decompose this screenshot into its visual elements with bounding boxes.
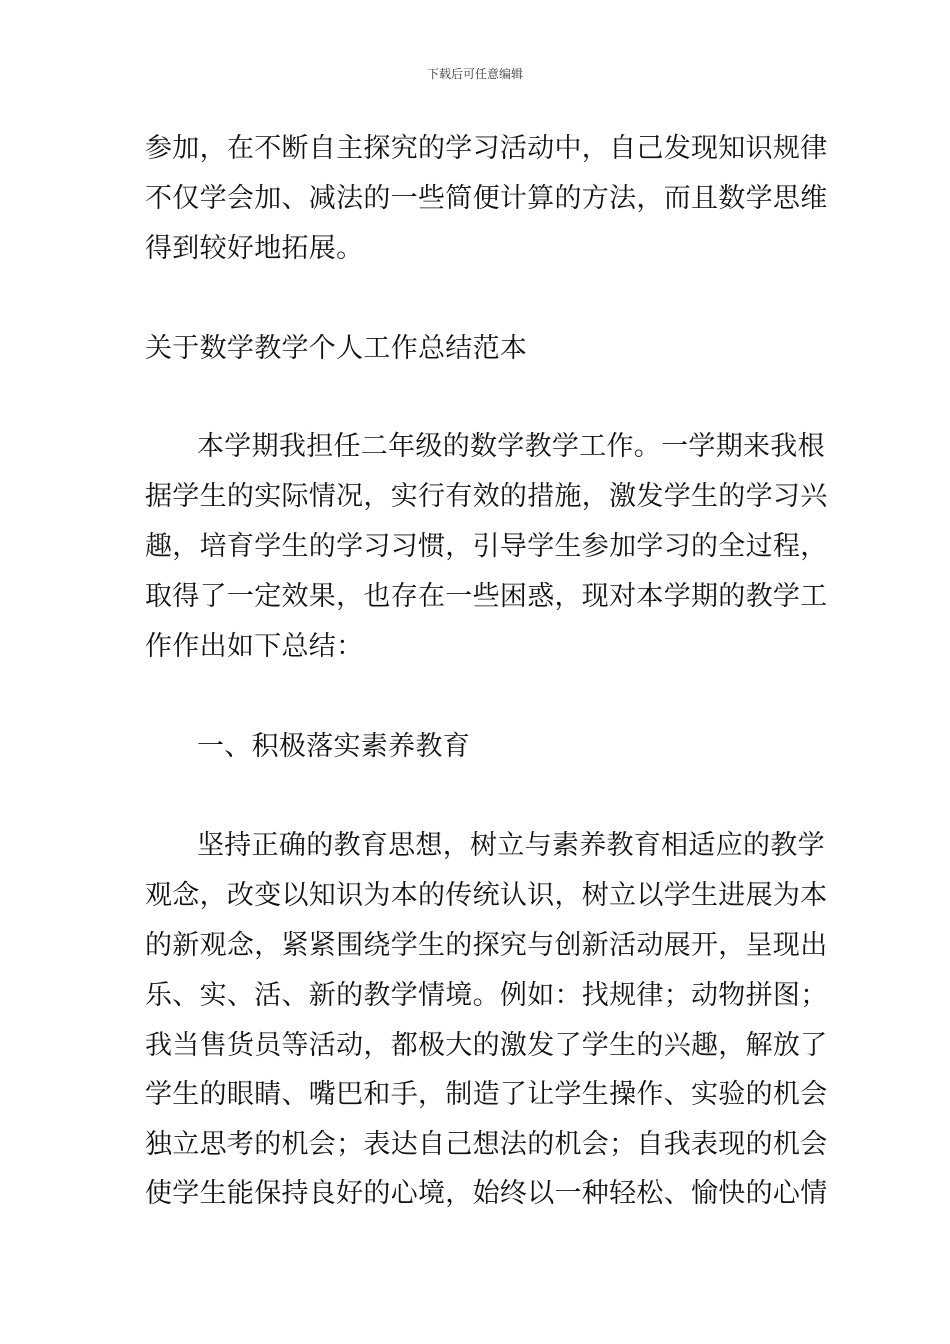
paragraph-line: 趣，培育学生的学习习惯，引导学生参加学习的全过程， xyxy=(145,531,828,562)
paragraph-line: 参加，在不断自主探究的学习活动中，自己发现知识规律 xyxy=(145,133,828,164)
paragraph-line: 不仅学会加、减法的一些简便计算的方法，而且数学思维 xyxy=(145,183,828,214)
paragraph-line: 的新观念，紧紧围绕学生的探究与创新活动展开，呈现出 xyxy=(145,930,828,961)
paragraph-line: 坚持正确的教育思想，树立与素养教育相适应的教学 xyxy=(197,830,825,861)
paragraph-line: 观念，改变以知识为本的传统认识，树立以学生进展为本 xyxy=(145,880,828,911)
paragraph-line: 学生的眼睛、嘴巴和手，制造了让学生操作、实验的机会 xyxy=(145,1079,828,1110)
paragraph-line: 使学生能保持良好的心境，始终以一种轻松、愉快的心情 xyxy=(145,1178,828,1209)
section-heading: 一、积极落实素养教育 xyxy=(197,731,470,762)
paragraph-line: 独立思考的机会；表达自己想法的机会；自我表现的机会 xyxy=(145,1129,828,1160)
paragraph-line: 取得了一定效果，也存在一些困惑，现对本学期的教学工 xyxy=(145,581,828,612)
paragraph-line: 乐、实、活、新的教学情境。例如：找规律；动物拼图； xyxy=(145,980,828,1011)
paragraph-line: 得到较好地拓展。 xyxy=(145,233,364,264)
paragraph-line: 我当售货员等活动，都极大的激发了学生的兴趣，解放了 xyxy=(145,1030,828,1061)
paragraph-line: 据学生的实际情况，实行有效的措施，激发学生的学习兴 xyxy=(145,481,828,512)
document-title: 关于数学教学个人工作总结范本 xyxy=(145,333,528,364)
paragraph-line: 本学期我担任二年级的数学教学工作。一学期来我根 xyxy=(197,431,825,462)
paragraph-line: 作作出如下总结： xyxy=(145,631,364,662)
page-header-note: 下载后可任意编辑 xyxy=(426,67,523,81)
